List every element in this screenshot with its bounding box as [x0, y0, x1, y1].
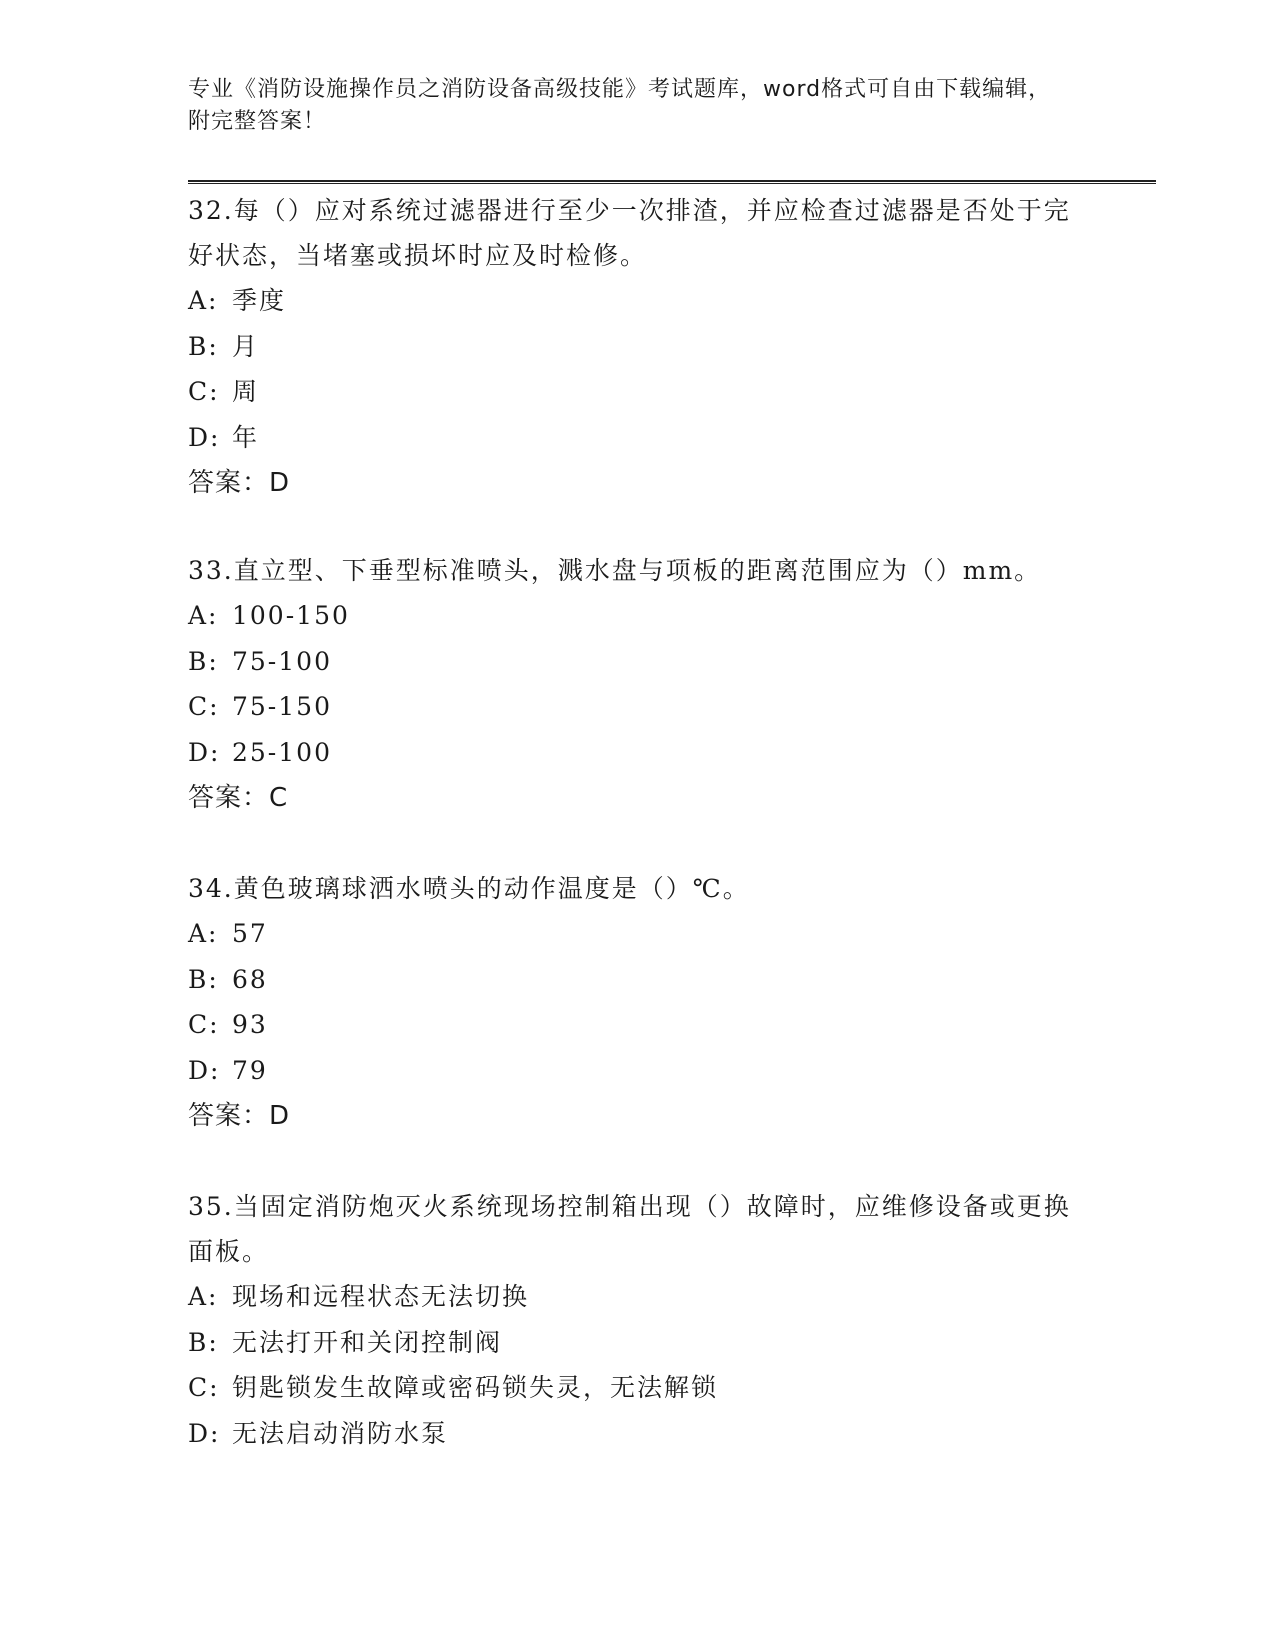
question-35	[188, 1184, 1088, 1456]
option-letter: A:	[188, 286, 219, 315]
option-a	[188, 1274, 1088, 1320]
answer-label: 答案：D	[188, 1101, 291, 1131]
option-d	[188, 1048, 1088, 1094]
question-stem: 34.黄色玻璃球洒水喷头的动作温度是（）℃。	[188, 874, 750, 903]
option-letter: D:	[188, 422, 221, 452]
option-letter: B:	[188, 646, 219, 676]
option-text: 68	[232, 964, 268, 994]
option-a	[188, 278, 1088, 324]
option-letter: C:	[188, 377, 220, 406]
option-d	[188, 1411, 1088, 1457]
option-text: 93	[232, 1010, 268, 1039]
header-divider	[188, 180, 1156, 184]
answer-label: 答案：C	[188, 783, 289, 813]
option-a	[188, 911, 1088, 957]
option-letter: B:	[188, 1327, 219, 1357]
option-letter: A:	[188, 601, 219, 630]
option-text: 无法打开和关闭控制阀	[232, 1327, 503, 1357]
option-c	[188, 1365, 1088, 1411]
option-letter: D:	[188, 1418, 221, 1448]
option-text: 周	[232, 377, 260, 406]
question-33	[188, 548, 1088, 821]
option-text: 57	[232, 919, 268, 948]
option-letter: A:	[188, 919, 219, 948]
option-a	[188, 593, 1088, 639]
option-b	[188, 324, 1088, 370]
option-d	[188, 415, 1088, 461]
option-letter: D:	[188, 737, 221, 767]
option-d	[188, 730, 1088, 776]
question-stem: 33.直立型、下垂型标准喷头，溅水盘与项板的距离范围应为（）mm。	[188, 556, 1042, 585]
option-letter: C:	[188, 1373, 220, 1402]
option-letter: B:	[188, 964, 219, 994]
document-intro: 专业《消防设施操作员之消防设备高级技能》考试题库，word格式可自由下载编辑，附完整答案！	[188, 77, 1052, 134]
option-text: 75-150	[232, 692, 332, 721]
option-text: 79	[232, 1055, 268, 1085]
question-stem: 35.当固定消防炮灭火系统现场控制箱出现（）故障时，应维修设备或更换面板。	[188, 1192, 1071, 1266]
option-letter: C:	[188, 1010, 220, 1039]
option-text: 钥匙锁发生故障或密码锁失灵，无法解锁	[232, 1373, 719, 1402]
answer-label: 答案：D	[188, 468, 291, 498]
option-text: 季度	[232, 286, 287, 315]
option-letter: A:	[188, 1282, 219, 1311]
option-c	[188, 1002, 1088, 1048]
option-text: 年	[232, 422, 260, 452]
option-text: 无法启动消防水泵	[232, 1418, 449, 1448]
question-32	[188, 188, 1088, 506]
option-text: 75-100	[232, 646, 332, 676]
option-c	[188, 369, 1088, 415]
option-b	[188, 957, 1088, 1003]
option-letter: C:	[188, 692, 220, 721]
question-34	[188, 866, 1088, 1139]
option-text: 25-100	[232, 737, 332, 767]
option-text: 100-150	[232, 601, 350, 630]
option-b	[188, 1320, 1088, 1366]
option-c	[188, 684, 1088, 730]
option-text: 现场和远程状态无法切换	[232, 1282, 530, 1311]
option-b	[188, 639, 1088, 685]
option-text: 月	[232, 331, 260, 361]
question-stem: 32.每（）应对系统过滤器进行至少一次排渣，并应检查过滤器是否处于完好状态，当堵塞或损坏时应及时检修。	[188, 196, 1071, 270]
option-letter: B:	[188, 331, 219, 361]
option-letter: D:	[188, 1055, 221, 1085]
